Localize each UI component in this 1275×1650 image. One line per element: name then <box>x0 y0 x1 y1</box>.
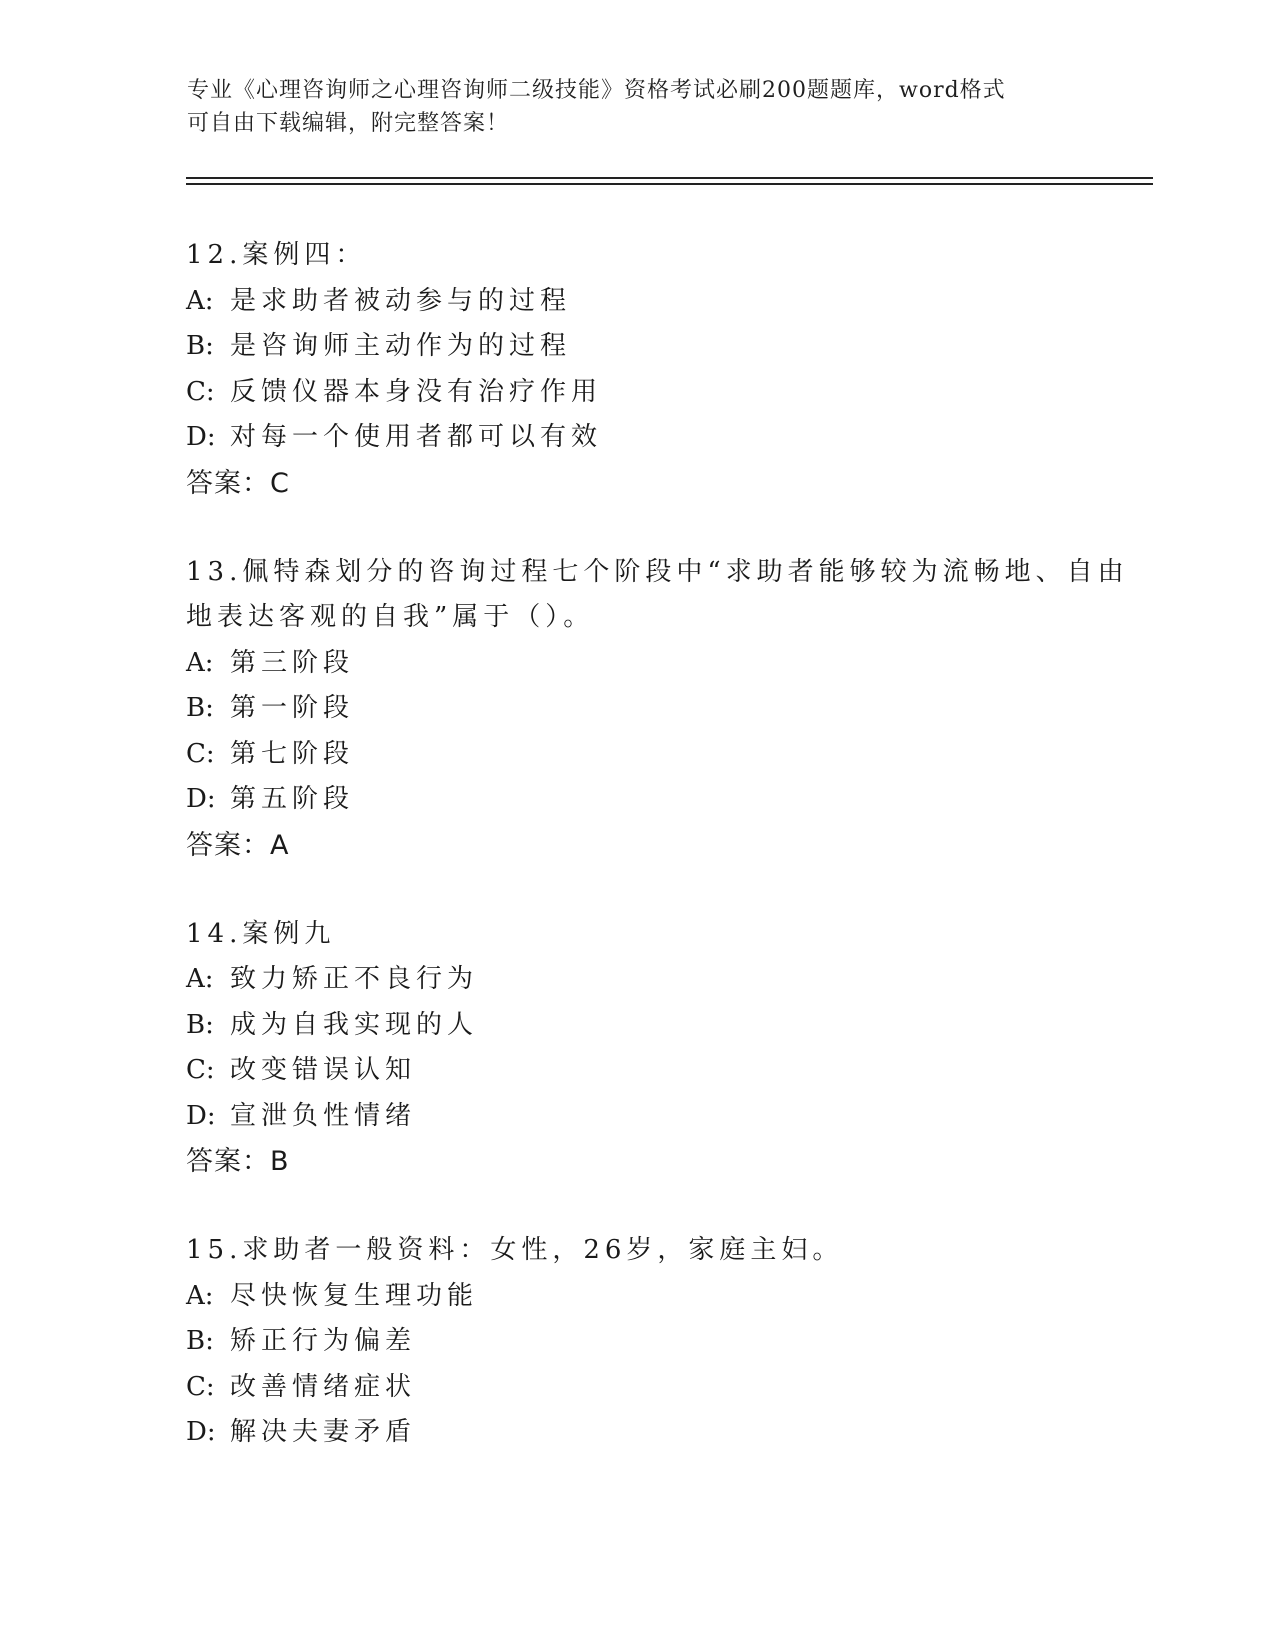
option-b <box>186 686 1086 732</box>
document-header <box>187 74 1077 140</box>
header-divider-top <box>186 177 1153 179</box>
question-stem <box>186 912 1086 958</box>
question-list <box>186 233 1129 1500</box>
header-divider-bottom <box>186 183 1153 185</box>
option-d <box>186 1410 1086 1456</box>
question-15 <box>186 1228 1086 1456</box>
option-letter: A: <box>186 1280 214 1311</box>
option-letter: B: <box>186 1009 214 1040</box>
option-letter: C: <box>186 1055 215 1085</box>
option-text: 第三阶段 <box>230 647 355 678</box>
option-text: 宣泄负性情绪 <box>230 1100 417 1131</box>
question-stem <box>186 1228 1086 1274</box>
option-c <box>186 732 1086 778</box>
option-text: 反馈仪器本身没有治疗作用 <box>230 376 603 407</box>
option-letter: A: <box>186 964 214 994</box>
option-a <box>186 957 1086 1003</box>
option-letter: D: <box>186 1100 216 1131</box>
option-text: 改变错误认知 <box>230 1055 417 1085</box>
question-stem <box>186 233 1086 279</box>
option-text: 改善情绪症状 <box>230 1371 417 1402</box>
option-c <box>186 1048 1086 1094</box>
option-text: 是求助者被动参与的过程 <box>230 285 572 316</box>
option-letter: A: <box>186 285 214 316</box>
question-stem-line: 地表达客观的自我”属于（）。 <box>186 602 595 632</box>
question-12 <box>186 233 1086 506</box>
option-letter: D: <box>186 1417 216 1447</box>
option-letter: B: <box>186 693 214 723</box>
option-text: 第一阶段 <box>230 693 355 723</box>
option-c <box>186 1365 1086 1411</box>
answer-line: 答案：B <box>186 1146 290 1177</box>
option-text: 尽快恢复生理功能 <box>230 1280 479 1311</box>
option-d <box>186 777 1086 823</box>
option-a <box>186 641 1086 687</box>
option-letter: B: <box>186 1326 214 1356</box>
option-text: 成为自我实现的人 <box>230 1009 479 1040</box>
option-d <box>186 415 1086 461</box>
answer-line: 答案：C <box>186 467 290 499</box>
option-letter: D: <box>186 422 216 452</box>
option-text: 解决夫妻矛盾 <box>230 1417 417 1447</box>
option-a <box>186 279 1086 325</box>
option-letter: C: <box>186 738 215 769</box>
question-stem-line: 12.案例四： <box>186 240 367 270</box>
option-letter: A: <box>186 647 214 678</box>
question-stem-line: 15.求助者一般资料：女性，26岁，家庭主妇。 <box>186 1235 844 1265</box>
option-a <box>186 1274 1086 1320</box>
header-line-1: 专业《心理咨询师之心理咨询师二级技能》资格考试必刷200题题库，word格式 <box>187 78 1006 103</box>
option-text: 是咨询师主动作为的过程 <box>230 331 572 361</box>
option-d <box>186 1094 1086 1140</box>
option-b <box>186 1319 1086 1365</box>
question-13 <box>186 550 1129 868</box>
option-letter: C: <box>186 376 215 407</box>
header-line-2: 可自由下载编辑，附完整答案！ <box>187 111 510 136</box>
option-letter: D: <box>186 784 216 814</box>
answer-line: 答案：A <box>186 829 290 861</box>
option-b <box>186 324 1086 370</box>
option-b <box>186 1003 1086 1049</box>
option-text: 矫正行为偏差 <box>230 1326 417 1356</box>
question-stem-line: 14.案例九 <box>186 918 336 949</box>
question-stem <box>186 550 1129 641</box>
option-text: 第七阶段 <box>230 738 355 769</box>
option-text: 致力矫正不良行为 <box>230 964 479 994</box>
option-text: 对每一个使用者都可以有效 <box>230 422 603 452</box>
option-letter: C: <box>186 1371 215 1402</box>
option-letter: B: <box>186 331 214 361</box>
question-stem-line: 13.佩特森划分的咨询过程七个阶段中“求助者能够较为流畅地、自由 <box>186 556 1129 587</box>
option-c <box>186 370 1086 416</box>
question-14 <box>186 912 1086 1185</box>
option-text: 第五阶段 <box>230 784 355 814</box>
